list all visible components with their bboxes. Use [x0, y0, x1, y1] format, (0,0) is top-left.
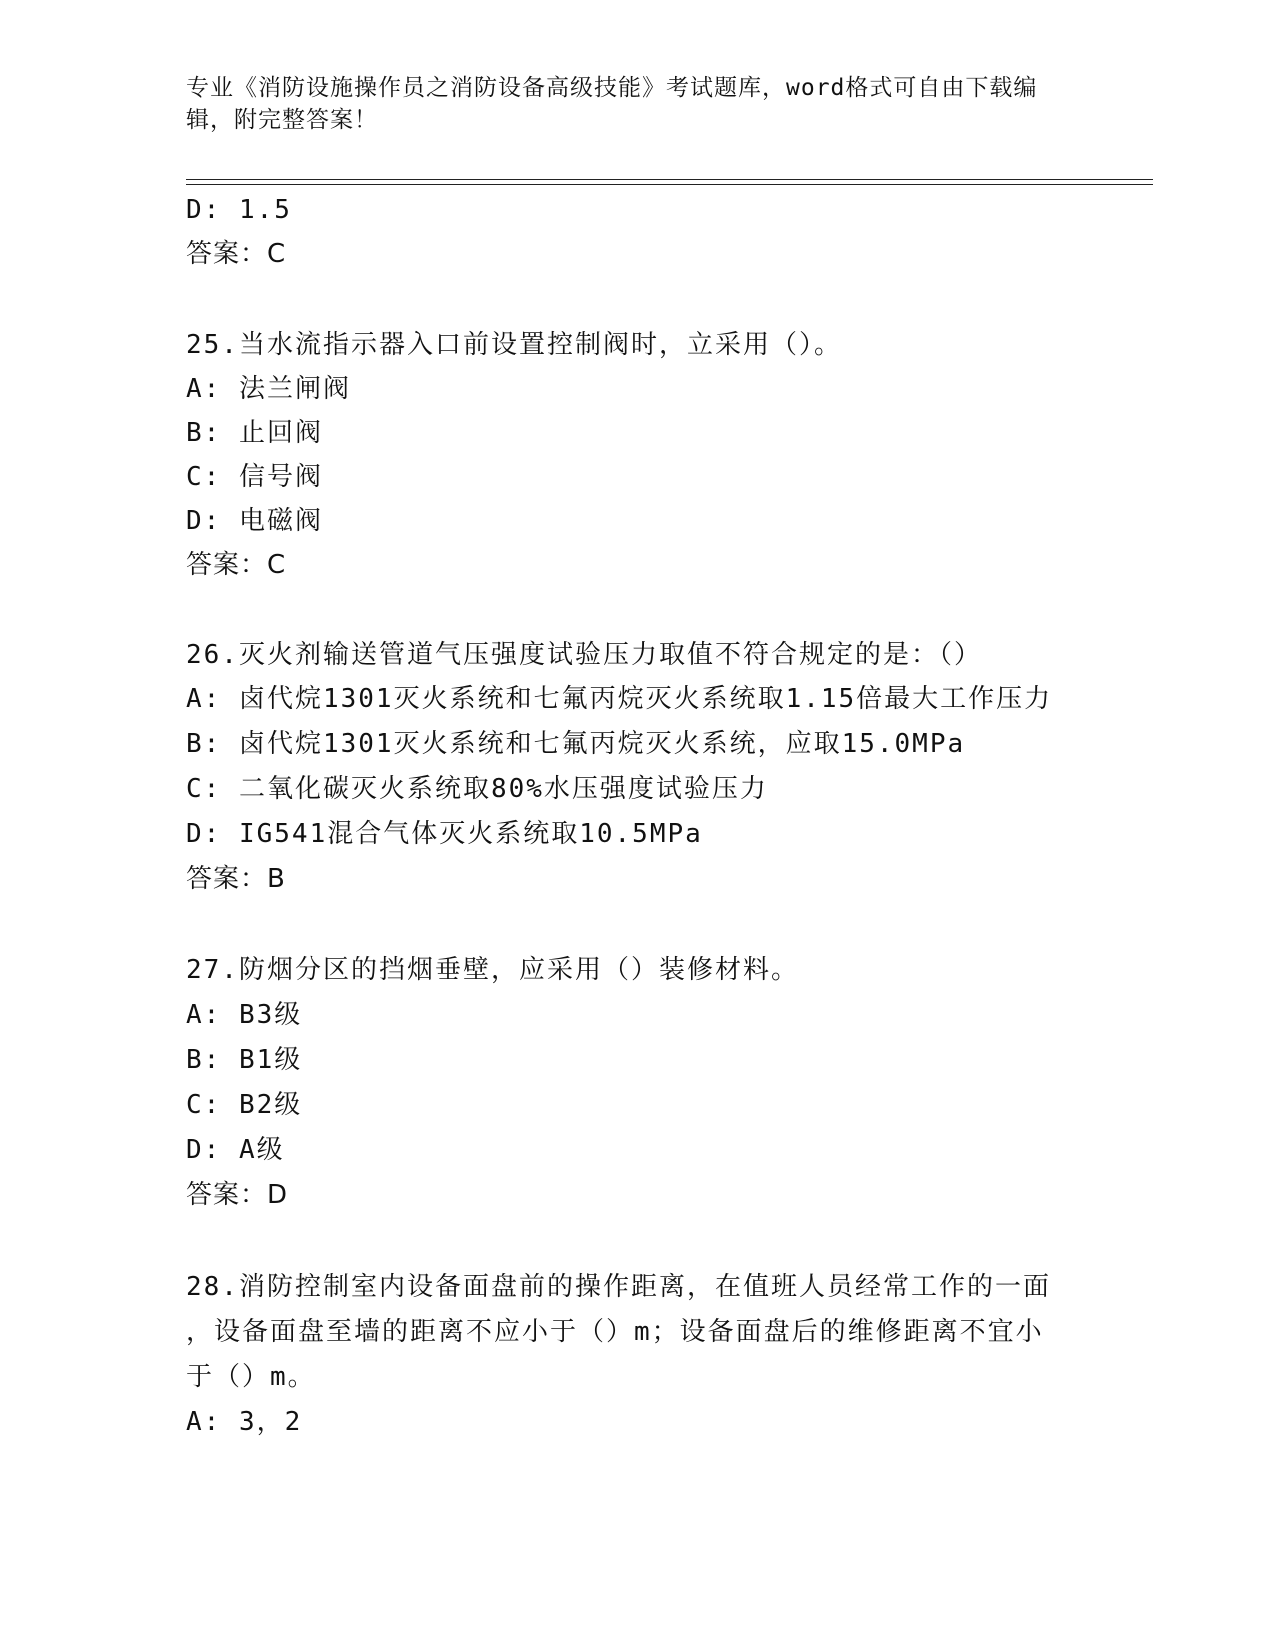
- q28-question-line-3: 于（）m。: [186, 1362, 316, 1392]
- q25-option-a: A: 法兰闸阀: [186, 374, 351, 404]
- q27-option-b: B: B1级: [186, 1045, 303, 1075]
- q26-option-d: D: IG541混合气体灭火系统取10.5MPa: [186, 819, 703, 849]
- q27-answer: 答案：D: [186, 1180, 289, 1210]
- q25-option-d: D: 电磁阀: [186, 506, 323, 536]
- q26-option-b: B: 卤代烷1301灭火系统和七氟丙烷灭火系统，应取15.0MPa: [186, 729, 966, 759]
- header-line-1: 专业《消防设施操作员之消防设备高级技能》考试题库，word格式可自由下载编: [186, 75, 1038, 101]
- q26-question: 26.灭火剂输送管道气压强度试验压力取值不符合规定的是：（）: [186, 640, 982, 670]
- q26-option-c: C: 二氧化碳灭火系统取80%水压强度试验压力: [186, 774, 768, 804]
- q25-option-b: B: 止回阀: [186, 418, 323, 448]
- prev-answer: 答案：C: [186, 239, 287, 269]
- q27-question: 27.防烟分区的挡烟垂壁，应采用（）装修材料。: [186, 955, 799, 985]
- q28-option-a: A: 3，2: [186, 1407, 303, 1437]
- q28-question-line-2: ，设备面盘至墙的距离不应小于（）m；设备面盘后的维修距离不宜小: [186, 1317, 1044, 1347]
- q26-answer: 答案：B: [186, 864, 286, 894]
- q28-question-line-1: 28.消防控制室内设备面盘前的操作距离，在值班人员经常工作的一面: [186, 1272, 1051, 1302]
- header-line-2: 辑，附完整答案！: [186, 107, 378, 133]
- header-divider-top: [186, 179, 1153, 180]
- q26-option-a: A: 卤代烷1301灭火系统和七氟丙烷灭火系统取1.15倍最大工作压力: [186, 684, 1053, 714]
- prev-option-d: D: 1.5: [186, 195, 292, 225]
- q27-option-c: C: B2级: [186, 1090, 303, 1120]
- document-header: [186, 72, 1086, 136]
- header-divider-bottom: [186, 184, 1153, 185]
- q27-option-d: D: A级: [186, 1135, 285, 1165]
- q25-answer: 答案：C: [186, 550, 287, 580]
- q27-option-a: A: B3级: [186, 1000, 303, 1030]
- q25-option-c: C: 信号阀: [186, 462, 323, 492]
- q25-question: 25.当水流指示器入口前设置控制阀时，立采用（）。: [186, 330, 842, 360]
